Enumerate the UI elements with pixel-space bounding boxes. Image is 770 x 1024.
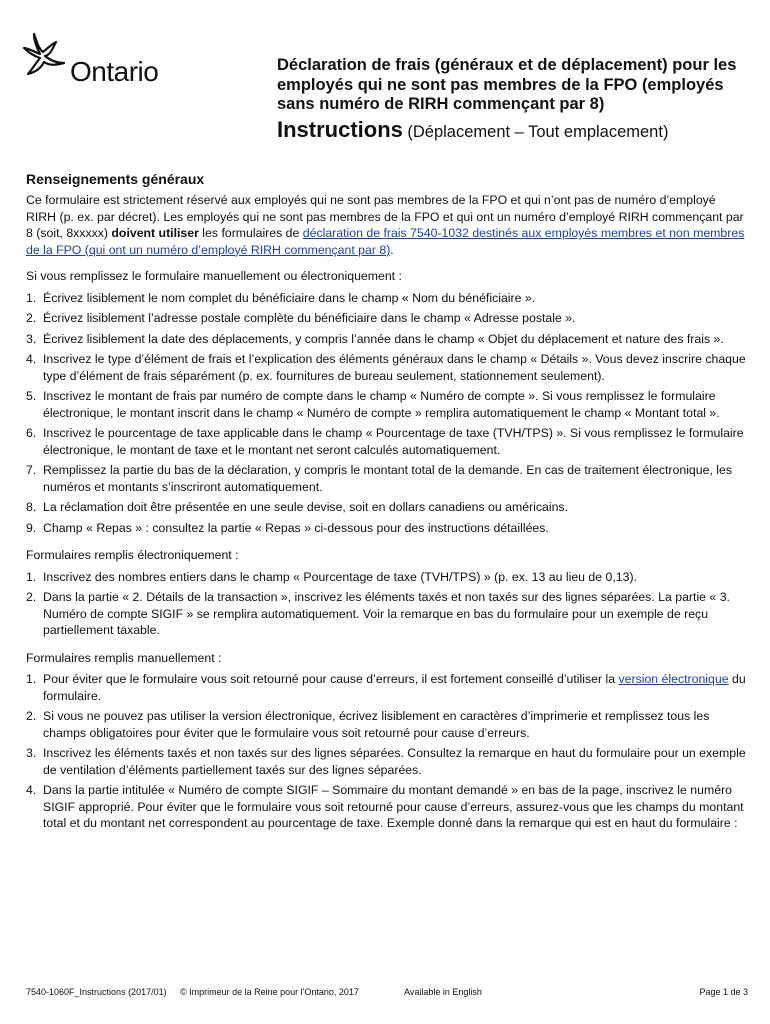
intro-bold: doivent utiliser [111,226,199,240]
electronic-version-link[interactable]: version électronique [618,672,729,686]
item-text: Inscrivez le montant de frais par numéro de compte dans le champ « Numéro de compte ». Si vous remplissez le formulaire électronique, le montant inscrit dans le champ « Numéro de compte » remplira automatiquement le champ « Montant total ». [43,389,720,420]
instructions-content [26,170,746,843]
list-item [26,331,746,348]
item-number: 4. [26,783,37,797]
section2-lead: Formulaires remplis électroniquement : [26,548,239,562]
item-number: 1. [26,290,37,305]
list-item [26,351,746,384]
form-7540-1032-link[interactable]: déclaration de frais 7540-1032 destinés aux employés membres et non membres de la FPO (qui ont un numéro d’employé RIRH commençant par 8) [26,226,745,257]
item-text: La réclamation doit être présentée en une seule devise, soit en dollars canadiens ou américains. [43,500,568,514]
list-item [26,462,746,495]
intro-text-2: les formulaires de [198,226,303,240]
item-text: Écrivez lisiblement la date des déplacements, y compris l’année dans le champ « Objet du déplacement et nature des frais ». [43,331,724,346]
item-text: Inscrivez les éléments taxés et non taxés sur des lignes séparées. Consultez la remarque en haut du formulaire pour un exemple de ventilation d’éléments partiellement taxés sur des lignes séparées. [43,746,746,777]
footer-page-number: Page 1 de 3 [699,987,748,997]
subtitle-paren: (Déplacement – Tout emplacement) [407,122,669,141]
general-intro [26,192,746,258]
list-item [26,782,746,832]
item-number: 3. [26,746,37,760]
item-text: Écrivez lisiblement l’adresse postale complète du bénéficiaire dans le champ « Adresse postale ». [43,311,576,325]
subtitle-main: Instructions [277,116,403,142]
logo-wordmark: Ontario [70,56,159,87]
title-block [277,56,757,146]
item-text: Pour éviter que le formulaire vous soit retourné pour cause d’erreurs, il est fortement conseillé d’utiliser la [43,672,619,686]
item-number: 9. [26,520,37,535]
item-number: 1. [26,569,37,584]
item-text: Si vous ne pouvez pas utiliser la version électronique, écrivez lisiblement en caractères d’imprimerie et remplissez tous les champs obligatoires pour éviter que le formulaire vous soit retourné pour cause d’erreurs. [43,709,710,740]
footer-form-id: 7540-1060F_Instructions (2017/01) [26,987,167,997]
item-text: Champ « Repas » : consultez la partie « Repas » ci-dessous pour des instructions détaillées. [43,520,549,535]
footer-copyright: © Imprimeur de la Reine pour l'Ontario, 2017 [180,987,359,997]
list-item [26,310,746,327]
item-text: Inscrivez le pourcentage de taxe applicable dans le champ « Pourcentage de taxe (TVH/TPS) ». Si vous remplissez le formulaire électronique, le montant de taxe et le montant net seront calculés automatiquement. [43,426,744,457]
item-number: 2. [26,709,37,723]
item-number: 2. [26,311,37,325]
item-text: Inscrivez des nombres entiers dans le champ « Pourcentage de taxe (TVH/TPS) » (p. ex. 13 au lieu de 0,13). [43,569,637,584]
list-item [26,425,746,458]
page-title: Déclaration de frais (généraux et de déplacement) pour les employés qui ne sont pas membres de la FPO (employés sans numéro de RIRH commençant par 8) [277,56,737,113]
item-text: Inscrivez le type d’élément de frais et l’explication des éléments généraux dans le champ « Détails ». Vous devez inscrire chaque type d’élément de frais séparément (p. ex. fournitures de bureau seulement, stationnement seulement). [43,352,746,383]
item-number: 2. [26,590,37,604]
list-item [26,745,746,778]
item-text: Remplissez la partie du bas de la déclaration, y compris le montant total de la demande. En cas de traitement électronique, les numéros et montants s’inscriront automatiquement. [43,463,732,494]
intro-text: Ce formulaire est strictement réservé aux employés qui ne sont pas membres de la FPO et qui n’ont pas de numéro d’employé RIRH (p. ex. par décret). Les employés qui ne sont pas membres de la FPO et qui ont un numéro d’employé RIRH commençant par 8 (soit, 8xxxxx) [26,193,744,240]
general-heading: Renseignements généraux [26,171,205,187]
item-text-end: du formulaire. [43,672,746,703]
section3-lead: Formulaires remplis manuellement : [26,650,222,665]
list-item [26,499,746,516]
item-text: Dans la partie intitulée « Numéro de compte SIGIF – Sommaire du montant demandé » en bas de la page, inscrivez le numéro SIGIF approprié. Pour éviter que le formulaire vous soit retourné pour cause d’erreurs, assurez-vous que les champs du montant total et du montant net correspondent au pourcentage de taxe. Exemple donné dans la remarque qui est en haut du formulaire : [43,783,744,830]
trillium-icon [22,30,68,80]
item-text: Écrivez lisiblement le nom complet du bénéficiaire dans le champ « Nom du bénéficiaire ». [43,290,536,305]
item-number: 4. [26,352,37,366]
item-number: 7. [26,463,37,477]
item-number: 6. [26,426,37,440]
footer-language: Available in English [404,987,482,997]
list-item [26,589,746,639]
item-number: 3. [26,331,37,346]
item-number: 8. [26,500,37,514]
list-item [26,388,746,421]
item-text: Dans la partie « 2. Détails de la transaction », inscrivez les éléments taxés et non taxés sur des lignes séparées. La partie « 3. Numéro de compte SIGIF » se remplira automatiquement. Voir la remarque en bas du formulaire pour un exemple de reçu partiellement taxable. [43,590,730,637]
section3-list [26,671,746,832]
list-item [26,520,746,537]
page-subtitle [277,117,757,146]
intro-end: . [390,242,394,257]
item-number: 5. [26,389,37,403]
section1-list [26,290,746,537]
list-item [26,708,746,741]
section1-lead: Si vous remplissez le formulaire manuellement ou électroniquement : [26,269,402,283]
item-number: 1. [26,672,37,686]
section2-list [26,569,746,639]
list-item [26,290,746,307]
list-item [26,569,746,586]
list-item [26,671,746,704]
ontario-logo [22,30,172,90]
